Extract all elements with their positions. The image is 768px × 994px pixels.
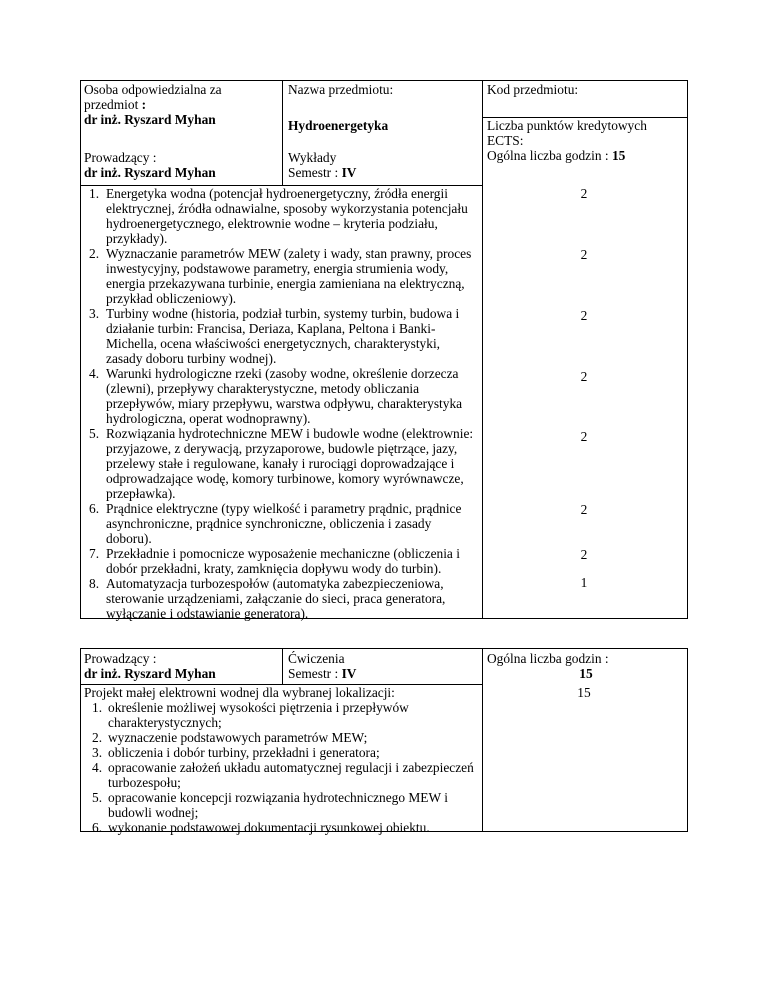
responsible-label: Osoba odpowiedzialna za przedmiot :: [84, 82, 222, 112]
topic-hours: 2: [580, 502, 588, 517]
lecturer-cell: [84, 150, 280, 180]
form-label: Wykłady: [288, 150, 337, 165]
table2-border-right: [687, 648, 688, 832]
task-item: 2. wyznaczenie podstawowych parametrów MEW;: [92, 730, 368, 745]
topic-hours: 2: [580, 186, 588, 201]
topic-hours: 2: [580, 247, 588, 262]
ects-cell: [487, 118, 685, 163]
task-item: 5. opracowanie koncepcji rozwiązania hydrotechnicznego MEW i budowli wodnej;: [92, 790, 448, 820]
exercise-hours-cell: [487, 651, 685, 681]
form-cell: [288, 150, 478, 180]
subject-label: Nazwa przedmiotu:: [288, 82, 394, 97]
topic-item: 4. Warunki hydrologiczne rzeki (zasoby wodne, określenie dorzecza (zlewni), przepływy charakterystyczne, metody obliczania przepływów, miary przepływu, warstwa odpływu, charakterystyka hydrologiczna, operat wodnoprawny).: [89, 366, 463, 426]
project-cell: [84, 685, 480, 835]
responsible-name: dr inż. Ryszard Myhan: [84, 112, 216, 127]
table2-border-top: [80, 648, 688, 649]
responsible-person-cell: [84, 82, 280, 127]
project-hours: 15: [577, 685, 591, 700]
exercise-lecturer-name: dr inż. Ryszard Myhan: [84, 666, 216, 681]
topic-item: 5. Rozwiązania hydrotechniczne MEW i budowle wodne (elektrownie: przyjazowe, z derywacją, przyzaporowe, budowle piętrzące, jazy, przelewy stałe i regulowane, kanały i rurociągi doprowadzające i odprowadzające wodę, komory turbinowe, komory wyrównawcze, przepławka).: [89, 426, 474, 501]
table-border-top: [80, 80, 688, 81]
total-hours: Ogólna liczba godzin : 15: [487, 148, 626, 163]
topic-item: 2. Wyznaczanie parametrów MEW (zalety i wady, stan prawny, proces inwestycyjny, podstawowe parametry, energia strumienia wody, energia przekazywana turbinie, energia zamieniana na elektryczną, przykład obliczeniowy).: [89, 246, 472, 306]
topic-item: 7. Przekładnie i pomocnicze wyposażenie mechaniczne (obliczenia i dobór przekładni, kraty, zamknięcia dopływu wody do turbin).: [89, 546, 460, 576]
ects-label: Liczba punktów kredytowych ECTS:: [487, 118, 647, 148]
subject-name-cell: [288, 118, 478, 133]
table-divider-col1: [282, 80, 283, 186]
semester: Semestr : IV: [288, 165, 357, 180]
task-item: 6. wykonanie podstawowej dokumentacji rysunkowej obiektu.: [92, 820, 430, 835]
lecturer-name: dr inż. Ryszard Myhan: [84, 165, 216, 180]
exercise-form-cell: [288, 651, 478, 681]
table2-divider-col1: [282, 648, 283, 685]
topic-item: 6. Prądnice elektryczne (typy wielkość i parametry prądnic, prądnice asynchroniczne, prądnice synchroniczne, obliczenia i zasady doboru).: [89, 501, 462, 546]
table2-border-left: [80, 648, 81, 832]
table-border-left: [80, 80, 81, 619]
topic-hours: 2: [580, 547, 588, 562]
exercise-semester: Semestr : IV: [288, 666, 357, 681]
task-item: 3. obliczenia i dobór turbiny, przekładni i generatora;: [92, 745, 380, 760]
task-item: 4. opracowanie założeń układu automatycznej regulacji i zabezpieczeń turbozespołu;: [92, 760, 474, 790]
project-title: Projekt małej elektrowni wodnej dla wybranej lokalizacji:: [84, 685, 395, 700]
table-divider-col2: [482, 80, 483, 619]
project-task-list: [84, 700, 480, 835]
table-border-right: [687, 80, 688, 619]
exercise-hours-value: 15: [579, 666, 593, 681]
topic-hours: 2: [580, 308, 588, 323]
topic-item: 1. Energetyka wodna (potencjał hydroenergetyczny, źródła energii elektrycznej, źródła odnawialne, sposoby wykorzystania potencjału hydroenergetycznego, elektrownie wodne – kryteria podziału, przykłady).: [89, 186, 468, 246]
topic-item: 8. Automatyzacja turbozespołów (automatyka zabezpieczeniowa, sterowanie urządzeniami, załączanie do sieci, praca generatora, wyłączanie i odstawianie generatora).: [89, 576, 446, 621]
topics-cell: [82, 186, 478, 621]
topic-hours: 1: [580, 575, 588, 590]
exercise-lecturer-label: Prowadzący :: [84, 651, 157, 666]
topic-hours: 2: [580, 369, 588, 384]
topics-list: [82, 186, 478, 621]
code-cell: [487, 82, 685, 97]
subject-cell: [288, 82, 478, 97]
exercise-hours-label: Ogólna liczba godzin :: [487, 651, 609, 666]
subject-name: Hydroenergetyka: [288, 118, 389, 133]
lecturer-label: Prowadzący :: [84, 150, 157, 165]
exercise-lecturer-cell: [84, 651, 280, 681]
exercise-form-label: Ćwiczenia: [288, 651, 345, 666]
task-item: 1. określenie możliwej wysokości piętrzenia i przepływów charakterystycznych;: [92, 700, 409, 730]
code-label: Kod przedmiotu:: [487, 82, 579, 97]
table2-divider-col2: [482, 648, 483, 832]
topic-item: 3. Turbiny wodne (historia, podział turbin, systemy turbin, budowa i działanie turbin: Francisa, Deriaza, Kaplana, Peltona i Banki-Michella, ocena właściwości energetycznych, charakterystyki, zasady doboru turbiny wodnej).: [89, 306, 460, 366]
topic-hours: 2: [580, 429, 588, 444]
